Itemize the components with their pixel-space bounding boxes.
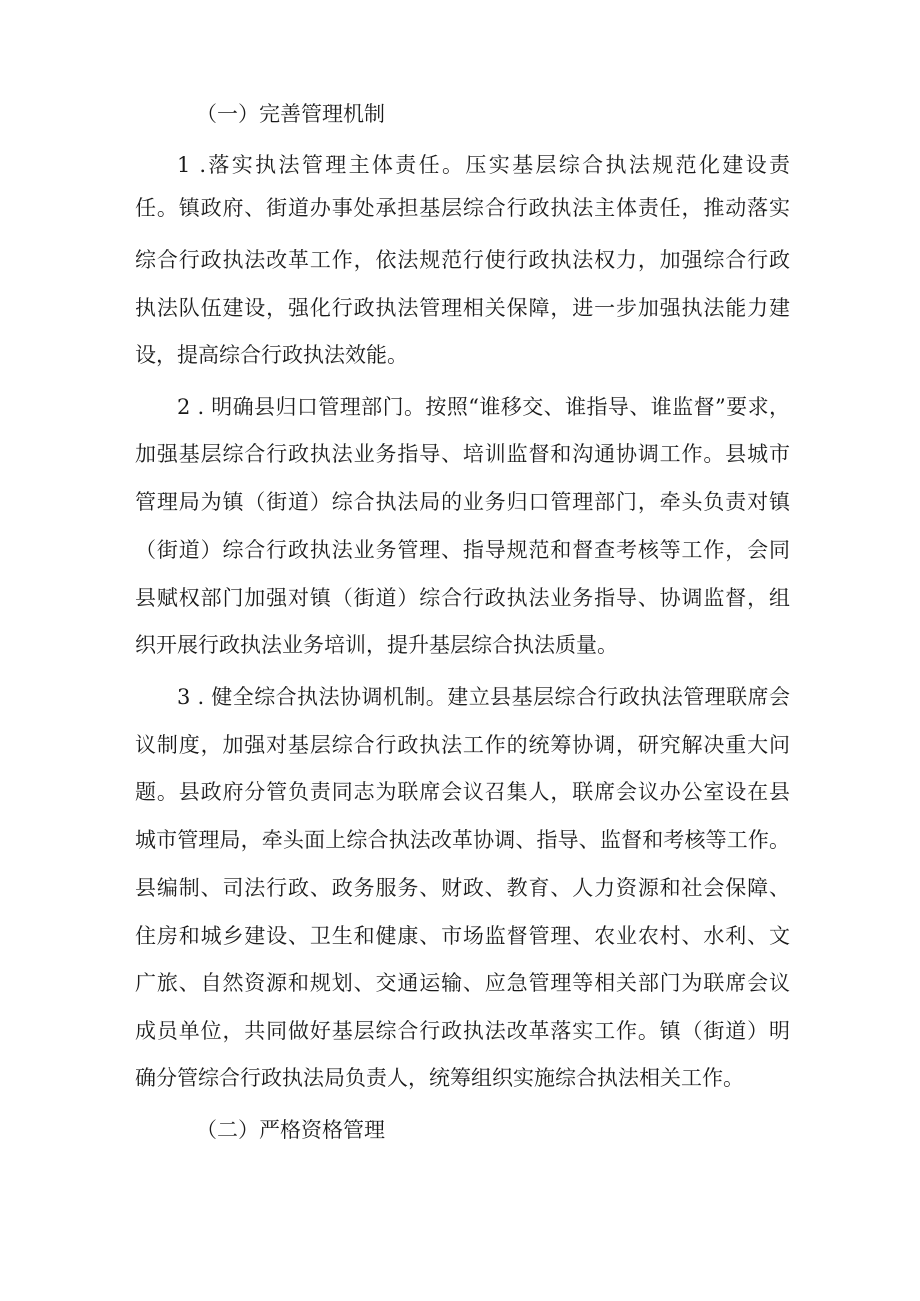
item3-line-3: 题。县政府分管负责同志为联席会议召集人，联席会议办公室设在县 — [135, 780, 790, 804]
section-heading-2: （二）严格资格管理 — [196, 1118, 385, 1142]
item2-line-5: 县赋权部门加强对镇（街道）综合行政执法业务指导、协调监督，组 — [135, 586, 790, 610]
item3-line-4: 城市管理局，牵头面上综合执法改革协调、指导、监督和考核等工作。 — [135, 828, 790, 852]
item3-line-6: 住房和城乡建设、卫生和健康、市场监督管理、农业农村、水利、文 — [135, 924, 790, 948]
item3-line-9: 确分管综合行政执法局负责人，统筹组织实施综合执法相关工作。 — [135, 1066, 744, 1090]
item3-line-7: 广旅、自然资源和规划、交通运输、应急管理等相关部门为联席会议 — [135, 971, 790, 995]
item1-line-3: 综合行政执法改革工作，依法规范行使行政执法权力，加强综合行政 — [135, 248, 790, 272]
item2-line-2: 加强基层综合行政执法业务指导、培训监督和沟通协调工作。县城市 — [135, 442, 790, 466]
item3-line-5: 县编制、司法行政、政务服务、财政、教育、人力资源和社会保障、 — [135, 876, 790, 900]
item2-line-4: （街道）综合行政执法业务管理、指导规范和督查考核等工作，会同 — [135, 538, 790, 562]
item2-line-6: 织开展行政执法业务培训，提升基层综合执法质量。 — [135, 633, 618, 657]
item1-line-5: 设，提高综合行政执法效能。 — [135, 343, 408, 367]
item1-line-4: 执法队伍建设，强化行政执法管理相关保障，进一步加强执法能力建 — [135, 296, 790, 320]
item1-line-1: 1 .落实执法管理主体责任。压实基层综合执法规范化建设责 — [177, 153, 790, 177]
item2-line-3: 管理局为镇（街道）综合执法局的业务归口管理部门，牵头负责对镇 — [135, 490, 790, 514]
item1-line-2: 任。镇政府、街道办事处承担基层综合行政执法主体责任，推动落实 — [135, 196, 790, 220]
item3-line-2: 议制度，加强对基层综合行政执法工作的统筹协调，研究解决重大问 — [135, 733, 790, 757]
item2-line-1: 2 . 明确县归口管理部门。按照“谁移交、谁指导、谁监督”要求， — [177, 395, 790, 419]
item3-line-1: 3 . 健全综合执法协调机制。建立县基层综合行政执法管理联席会 — [177, 685, 790, 709]
item3-line-8: 成员单位，共同做好基层综合行政执法改革落实工作。镇（街道）明 — [135, 1019, 790, 1043]
section-heading-1: （一）完善管理机制 — [196, 102, 385, 126]
